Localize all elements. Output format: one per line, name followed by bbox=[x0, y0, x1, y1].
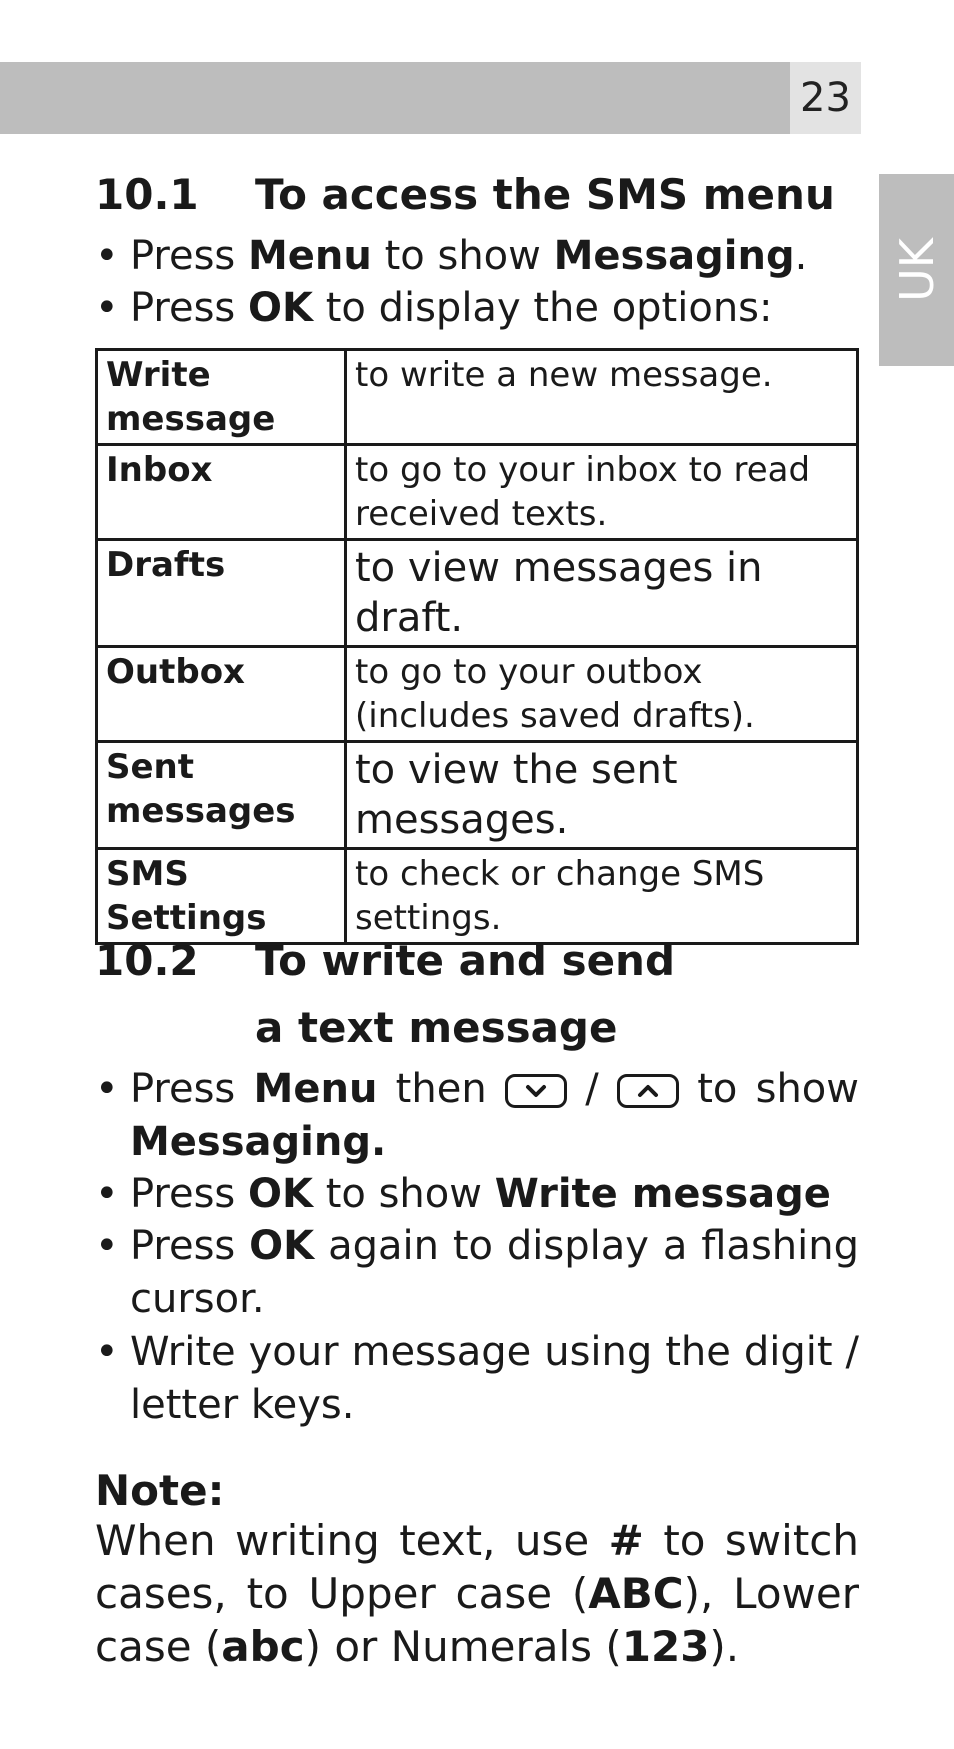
list-item: • Write your message using the digit / letter keys. bbox=[95, 1326, 859, 1432]
table-cell-term: SMS Settings bbox=[97, 849, 346, 944]
list-item: • Press OK to show Write message bbox=[95, 1168, 859, 1221]
table-row bbox=[97, 849, 858, 944]
bullet-icon: • bbox=[95, 233, 119, 279]
chevron-up-key-icon bbox=[617, 1074, 679, 1108]
table-cell-desc: to go to your outbox (includes saved drafts). bbox=[346, 647, 858, 742]
table-cell-desc: to go to your inbox to read received texts. bbox=[346, 445, 858, 540]
section-title: To write and send bbox=[255, 936, 676, 985]
table-cell-term: Drafts bbox=[97, 540, 346, 647]
table-row bbox=[97, 742, 858, 849]
table-cell-desc: to view messages in draft. bbox=[346, 540, 858, 647]
table-cell-term: Sent messages bbox=[97, 742, 346, 849]
table-row bbox=[97, 445, 858, 540]
section-title: To access the SMS menu bbox=[255, 170, 835, 219]
language-tab bbox=[879, 174, 954, 366]
header-bar bbox=[0, 62, 790, 134]
list-item: • Press Menu then / to show Messaging. bbox=[95, 1063, 859, 1169]
bullet-icon: • bbox=[95, 1171, 119, 1217]
bullet-icon: • bbox=[95, 1223, 119, 1269]
note-text: When writing text, use # to switch cases, to Upper case (ABC), Lower case (abc) or Numerals (123). bbox=[95, 1516, 860, 1671]
list-item: • Press Menu to show Messaging. bbox=[95, 230, 859, 283]
bullet-icon: • bbox=[95, 1066, 119, 1112]
table-row bbox=[97, 540, 858, 647]
table-cell-desc: to check or change SMS settings. bbox=[346, 849, 858, 944]
table-cell-term: Inbox bbox=[97, 445, 346, 540]
bullet-icon: • bbox=[95, 1329, 119, 1375]
list-item: • Press OK to display the options: bbox=[95, 282, 859, 335]
table-row bbox=[97, 350, 858, 445]
page-number: 23 bbox=[790, 62, 861, 134]
section-number: 10.2 bbox=[95, 936, 199, 985]
section-number: 10.1 bbox=[95, 170, 199, 219]
table-cell-term: Outbox bbox=[97, 647, 346, 742]
note-title: Note: bbox=[95, 1466, 225, 1515]
chevron-down-key-icon bbox=[505, 1074, 567, 1108]
language-tab-label: UK bbox=[889, 238, 944, 302]
table-cell-desc: to view the sent messages. bbox=[346, 742, 858, 849]
table-cell-desc: to write a new message. bbox=[346, 350, 858, 445]
bullet-icon: • bbox=[95, 285, 119, 331]
list-item: • Press OK again to display a flashing cursor. bbox=[95, 1220, 859, 1326]
sms-menu-table bbox=[95, 348, 859, 945]
table-row bbox=[97, 647, 858, 742]
table-cell-term: Write message bbox=[97, 350, 346, 445]
section-title-continued: a text message bbox=[255, 1003, 618, 1052]
